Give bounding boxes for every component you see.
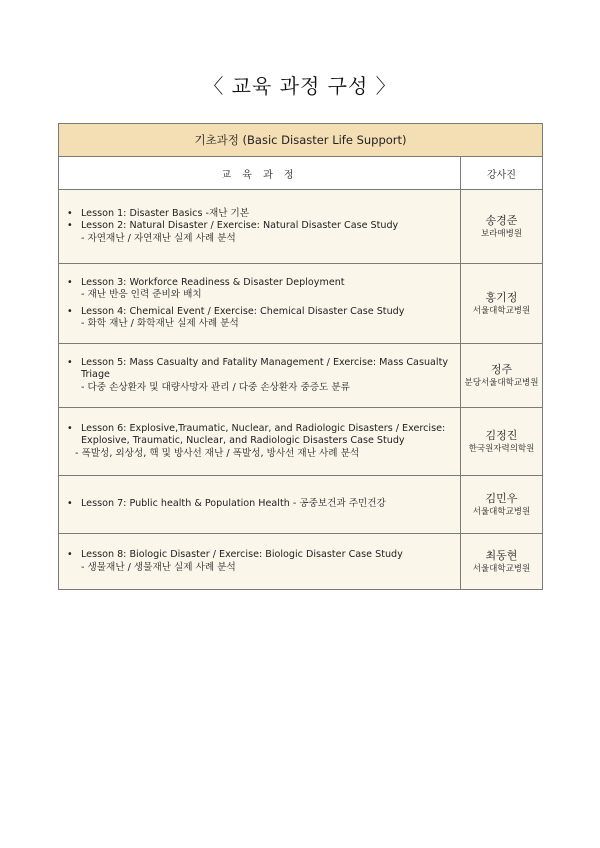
lesson-subtitle: - 다중 손상환자 및 대량사망자 관리 / 다중 손상환자 중증도 분류 [81,381,350,393]
lesson-subtitle: - 재난 반응 인력 준비와 배치 [81,289,202,301]
table-row [59,476,543,534]
instructor-cell [461,534,543,590]
table-row [59,190,543,264]
instructor-name: 홍기정 [485,291,518,304]
lessons-cell [59,534,461,590]
table-row [59,408,543,476]
table-header-row [59,124,543,157]
lessons-cell [59,264,461,344]
lessons-cell [59,476,461,534]
instructor-org: 서울대학교병원 [472,564,531,574]
lesson-item: • Lesson 5: Mass Casualty and Fatality Management / Exercise: Mass Casualty Triage [67,357,454,381]
instructor-cell [461,476,543,534]
lessons-cell [59,190,461,264]
table-row [59,344,543,408]
lesson-item: • Lesson 6: Explosive,Traumatic, Nuclear, and Radiologic Disasters / Exercise: Explosive, Traumatic, Nuclear, and Radiologic Disasters Case Study [67,423,454,447]
instructor-name: 송경준 [485,214,518,227]
lesson-item: • Lesson 2: Natural Disaster / Exercise: Natural Disaster Case Study [67,220,454,232]
instructor-org: 분당서울대학교병원 [464,378,539,388]
lesson-item: • Lesson 3: Workforce Readiness & Disaster Deployment [67,277,454,289]
lesson-subtitle: - 자연재난 / 자연재난 실제 사례 분석 [81,232,236,244]
column-instructor: 강사진 [461,157,543,190]
lesson-item: • Lesson 4: Chemical Event / Exercise: Chemical Disaster Case Study [67,306,454,318]
page-title: 〈 교육 과정 구성 〉 [203,74,397,98]
instructor-cell [461,408,543,476]
lesson-subtitle: - 폭발성, 외상성, 핵 및 방사선 재난 / 폭발성, 방사선 재난 사례 분석 [75,447,360,459]
instructor-org: 서울대학교병원 [472,306,531,316]
course-header: 기초과정 (Basic Disaster Life Support) [59,124,543,157]
column-header-row [59,157,543,190]
course-table [58,123,543,590]
lesson-subtitle: - 생물재난 / 생물재난 실제 사례 분석 [81,561,236,573]
table-row [59,264,543,344]
lessons-cell [59,408,461,476]
lesson-subtitle: - 화학 재난 / 화학재난 실제 사례 분석 [81,317,239,329]
instructor-cell [461,264,543,344]
lesson-item: • Lesson 7: Public health & Population Health - 공중보건과 주민건강 [67,498,454,510]
instructor-org: 서울대학교병원 [472,507,531,517]
column-course: 교 육 과 정 [59,157,461,190]
instructor-name: 최동현 [485,549,518,562]
instructor-name: 정주 [490,363,513,376]
instructor-cell [461,190,543,264]
instructor-name: 김정진 [485,429,518,442]
instructor-org: 한국원자력의학원 [468,444,535,454]
lesson-item: • Lesson 1: Disaster Basics -재난 기본 [67,208,454,220]
table-row [59,534,543,590]
lessons-cell [59,344,461,408]
lesson-item: • Lesson 8: Biologic Disaster / Exercise: Biologic Disaster Case Study [67,549,454,561]
instructor-cell [461,344,543,408]
instructor-org: 보라매병원 [480,229,523,239]
instructor-name: 김민우 [485,492,518,505]
